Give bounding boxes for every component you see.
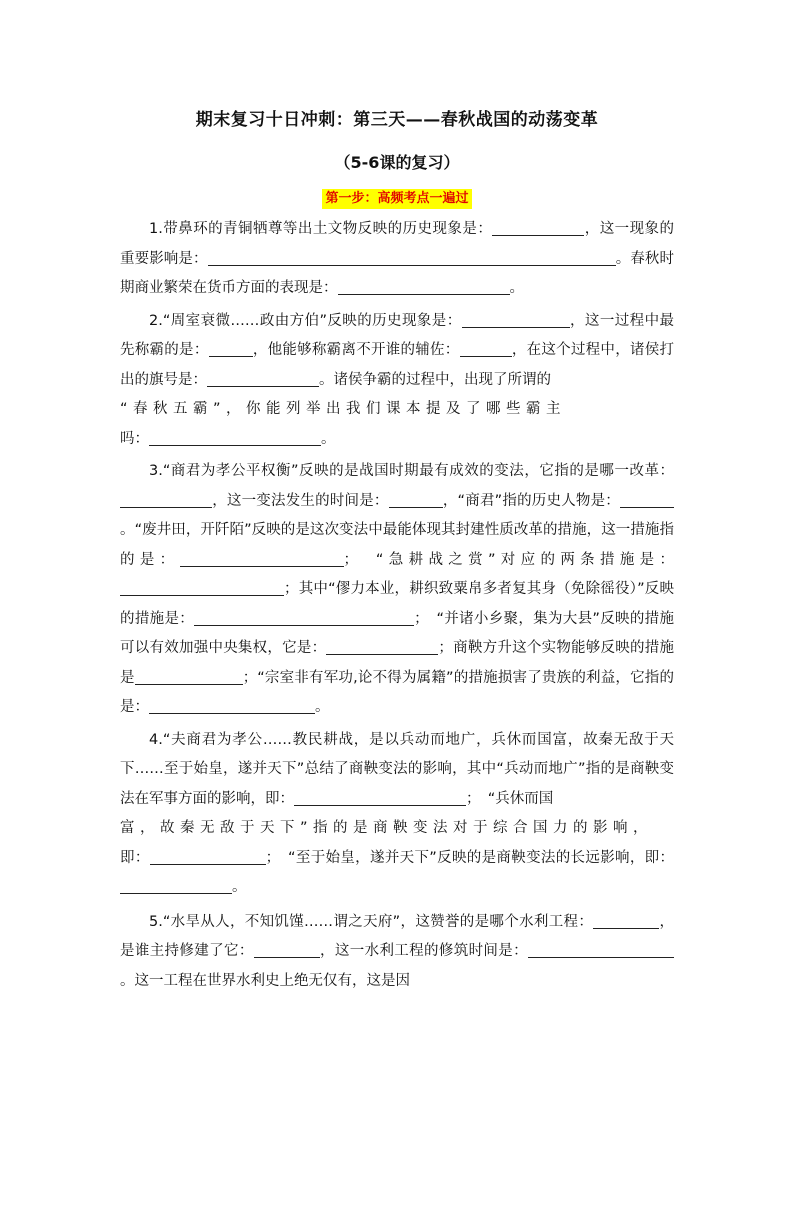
answer-blank[interactable] xyxy=(150,863,266,865)
question-text: ，他能够称霸离不开谁的辅佐： xyxy=(252,342,460,358)
question-text: ，这一水利工程的修筑时间是： xyxy=(319,943,528,959)
question-text: 4.“夫商君为孝公……教民耕战，是以兵动而地广，兵休而国富，故秦无敌于天下……至于始皇，遂并天下”总结了商鞅变法的影响，其中“兵动而地广”指的是商鞅变法在军事方面的影响，即： xyxy=(120,731,674,807)
answer-blank[interactable] xyxy=(492,234,584,236)
question-text: 。 xyxy=(232,879,247,895)
page-subtitle: （5-6课的复习） xyxy=(334,153,460,172)
question-text: 。 xyxy=(509,280,524,296)
answer-blank[interactable] xyxy=(120,506,212,508)
question-text: ，这一过程中最先称霸的是： xyxy=(120,312,674,358)
question-text: 1.带鼻环的青铜牺尊等出土文物反映的历史现象是： xyxy=(149,221,493,237)
question-text: 。春秋时期商业繁荣在货币方面的表现是： xyxy=(120,250,675,296)
answer-blank[interactable] xyxy=(149,712,315,714)
answer-blank[interactable] xyxy=(389,506,443,508)
question-text: 。 xyxy=(321,430,336,447)
question-4 xyxy=(120,726,674,903)
answer-blank[interactable] xyxy=(620,506,674,508)
page-title: 期末复习十日冲刺：第三天——春秋战国的动荡变革 xyxy=(195,110,599,130)
question-text: 。诸侯争霸的过程中，出现了所谓的 xyxy=(319,371,551,388)
question-text: ，是谁主持修建了它： xyxy=(120,913,675,959)
answer-blank[interactable] xyxy=(120,892,232,894)
question-text: 吗： xyxy=(120,430,149,447)
answer-blank[interactable] xyxy=(462,326,570,328)
question-2 xyxy=(120,307,674,455)
answer-blank[interactable] xyxy=(209,355,253,357)
answer-blank[interactable] xyxy=(207,385,319,387)
question-text: ； “兵休而国 xyxy=(466,790,554,807)
question-text: ，这一变法发生的时间是： xyxy=(212,492,389,509)
question-text: 。 xyxy=(315,699,330,715)
answer-blank[interactable] xyxy=(326,653,438,655)
answer-blank[interactable] xyxy=(528,956,674,958)
answer-blank[interactable] xyxy=(338,293,510,295)
question-text: ；其中“僇力本业，耕织致粟帛多者复其身（免除徭役）”反映的措施是： xyxy=(120,581,674,627)
answer-blank[interactable] xyxy=(135,683,243,685)
question-text: 2.“周室衰微……政由方伯”反映的历史现象是： xyxy=(149,312,462,329)
question-text: ；商鞅方升这个实物能够反映的措施是 xyxy=(120,640,675,686)
question-5 xyxy=(120,908,674,997)
answer-blank[interactable] xyxy=(208,264,616,266)
answer-blank[interactable] xyxy=(180,565,344,567)
question-text: “春秋五霸”，你能列举出我们课本提及了哪些霸主 xyxy=(120,401,567,417)
question-1 xyxy=(120,215,674,304)
question-text: ； “并诸小乡聚，集为大县”反映的措施可以有效加强中央集权，它是： xyxy=(120,610,674,656)
answer-blank[interactable] xyxy=(254,956,320,958)
question-text: 5.“水旱从人，不知饥馑……谓之天府”，这赞誉的是哪个水利工程： xyxy=(149,913,594,930)
question-text: ，“商君”指的历史人物是： xyxy=(442,492,620,509)
question-text: 即： xyxy=(120,849,150,866)
question-text: ，这一现象的重要影响是： xyxy=(120,221,675,267)
answer-blank[interactable] xyxy=(294,804,466,806)
question-text: ； “急耕战之赏”对应的两条措施是： xyxy=(343,551,674,568)
step-label: 第一步：高频考点一遍过 xyxy=(322,189,471,209)
question-text: 3.“商君为孝公平权衡”反映的是战国时期最有成效的变法，它指的是哪一改革： xyxy=(149,463,674,479)
answer-blank[interactable] xyxy=(194,624,414,626)
question-text: 富，故秦无敌于天下”指的是商鞅变法对于综合国力的影响， xyxy=(120,820,654,836)
step-header xyxy=(120,187,674,209)
question-text: ；“宗室非有军功,论不得为属籍”的措施损害了贵族的利益，它指的是： xyxy=(120,669,674,715)
document-page xyxy=(0,105,794,1228)
question-text: 。这一工程在世界水利史上绝无仅有，这是因 xyxy=(120,972,410,989)
question-text: ，在这个过程中，诸侯打出的旗号是： xyxy=(120,342,674,388)
answer-blank[interactable] xyxy=(120,594,284,596)
answer-blank[interactable] xyxy=(460,355,512,357)
answer-blank[interactable] xyxy=(149,444,321,446)
answer-blank[interactable] xyxy=(593,927,659,929)
question-text: 。“废井田，开阡陌”反映的是这次变法中最能体现其封建性质改革的措施，这一措施指的是： xyxy=(120,522,674,568)
question-3 xyxy=(120,457,674,723)
question-text: ； “至于始皇，遂并天下”反映的是商鞅变法的长远影响，即： xyxy=(265,849,674,866)
